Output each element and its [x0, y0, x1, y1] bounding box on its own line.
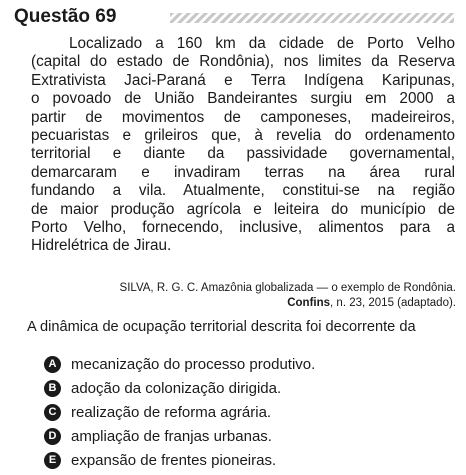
citation-journal-line — [0, 296, 456, 311]
option-letter-badge: B — [44, 380, 61, 397]
option-a[interactable] — [44, 354, 315, 374]
option-text: ampliação de franjas urbanas. — [71, 427, 272, 445]
option-letter-badge: D — [44, 428, 61, 445]
option-b[interactable] — [44, 378, 281, 398]
citation-journal: Confins — [287, 297, 331, 309]
question-title: Questão 69 — [14, 6, 117, 27]
passage-line: pecuaristas e grileiros que, à revelia do ordenamento — [31, 127, 455, 145]
passage-line: fundando a vila. Atualmente, constitui-se na região — [31, 182, 455, 200]
option-d[interactable] — [44, 426, 272, 446]
passage-line: Porto Velho, fornecendo, inclusive, alimentos para a — [31, 219, 455, 237]
question-stem: A dinâmica de ocupação territorial descrita foi decorrente da — [27, 319, 416, 335]
question-header — [14, 6, 454, 28]
passage-line: (capital do estado de Rondônia), nos limites da Reserva — [31, 53, 455, 71]
passage-text — [31, 35, 455, 256]
option-c[interactable] — [44, 402, 271, 422]
passage-line: de maior produção agrícola e leiteira do município de — [31, 200, 455, 218]
passage-line: o povoado de União Bandeirantes surgiu em 2000 a — [31, 90, 455, 108]
passage-line: partir de movimentos de camponeses, madeireiros, — [31, 108, 455, 126]
passage-line: Hidrelétrica de Jirau. — [31, 237, 172, 255]
option-e[interactable] — [44, 450, 276, 470]
passage-line: Localizado a 160 km da cidade de Porto Velho — [69, 35, 455, 52]
option-text: mecanização do processo produtivo. — [71, 355, 316, 373]
option-text: expansão de frentes pioneiras. — [71, 451, 277, 469]
option-letter-badge: C — [44, 404, 61, 421]
option-letter-badge: A — [44, 356, 61, 373]
option-letter-badge: E — [44, 452, 61, 469]
citation-details: , n. 23, 2015 (adaptado). — [330, 297, 456, 309]
passage-line: Extrativista Jaci-Paraná e Terra Indígena Karipunas, — [31, 71, 455, 89]
passage-line: demarcaram e invadiram terras na área rural — [31, 163, 455, 181]
header-hatch-divider — [170, 13, 454, 23]
citation-source: SILVA, R. G. C. Amazônia globalizada — o exemplo de Rondônia. — [119, 282, 456, 294]
option-text: adoção da colonização dirigida. — [71, 379, 282, 397]
passage-line: territorial e diante da passividade governamental, — [31, 145, 455, 163]
option-text: realização de reforma agrária. — [71, 403, 272, 421]
